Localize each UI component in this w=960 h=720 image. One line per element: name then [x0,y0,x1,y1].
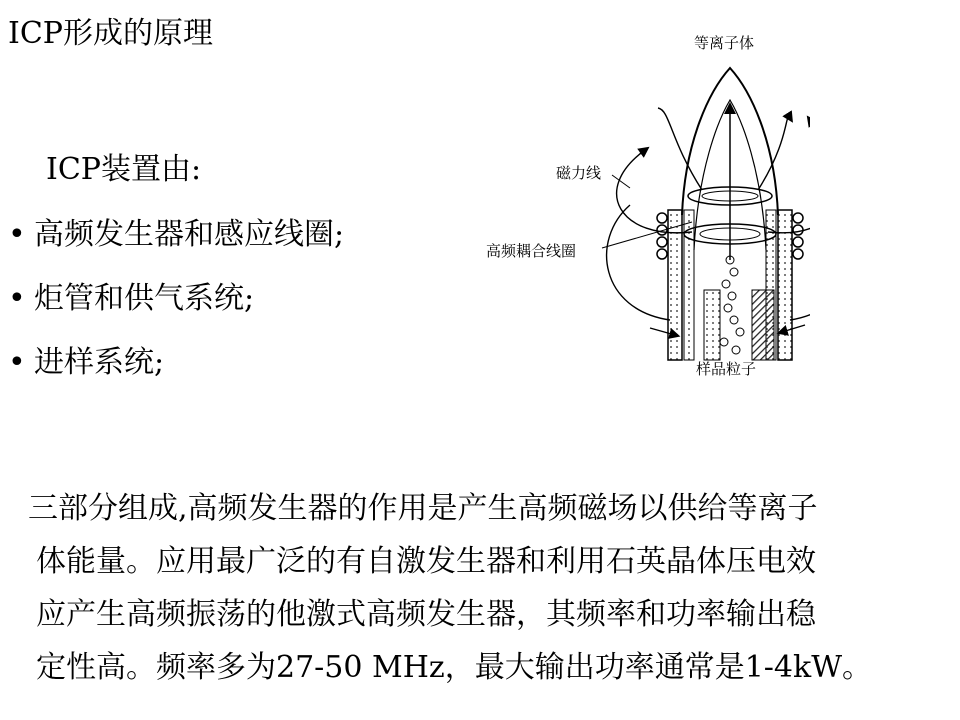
paragraph-line: 体能量。应用最广泛的有自激发生器和利用石英晶体压电效 [36,544,816,579]
description-paragraph [28,482,943,694]
intro-text: ICP装置由: [46,152,202,187]
label-sample: 样品粒子 [696,360,757,378]
list-item: • 进样系统; [8,343,344,407]
paragraph-line: 定性高。频率多为27-50 MHz，最大输出功率通常是1-4kW。 [36,650,873,685]
paragraph-line: 三部分组成,高频发生器的作用是产生高频磁场以供给等离子 [28,491,818,526]
list-item: • 高频发生器和感应线圈; [8,215,344,279]
bullet-icon: • [8,345,26,380]
bullet-icon: • [8,217,26,252]
label-plasma: 等离子体 [694,34,755,52]
list-item: • 炬管和供气系统; [8,279,344,343]
icp-torch-illustration [470,20,810,380]
bullet-icon: • [8,281,26,316]
icp-torch-diagram [470,20,810,380]
label-field-lines: 磁力线 [556,164,602,182]
component-list [8,215,344,407]
slide-title: ICP形成的原理 [8,16,213,51]
label-coil: 高频耦合线圈 [486,242,577,260]
paragraph-line: 应产生高频振荡的他激式高频发生器，其频率和功率输出稳 [36,597,816,632]
